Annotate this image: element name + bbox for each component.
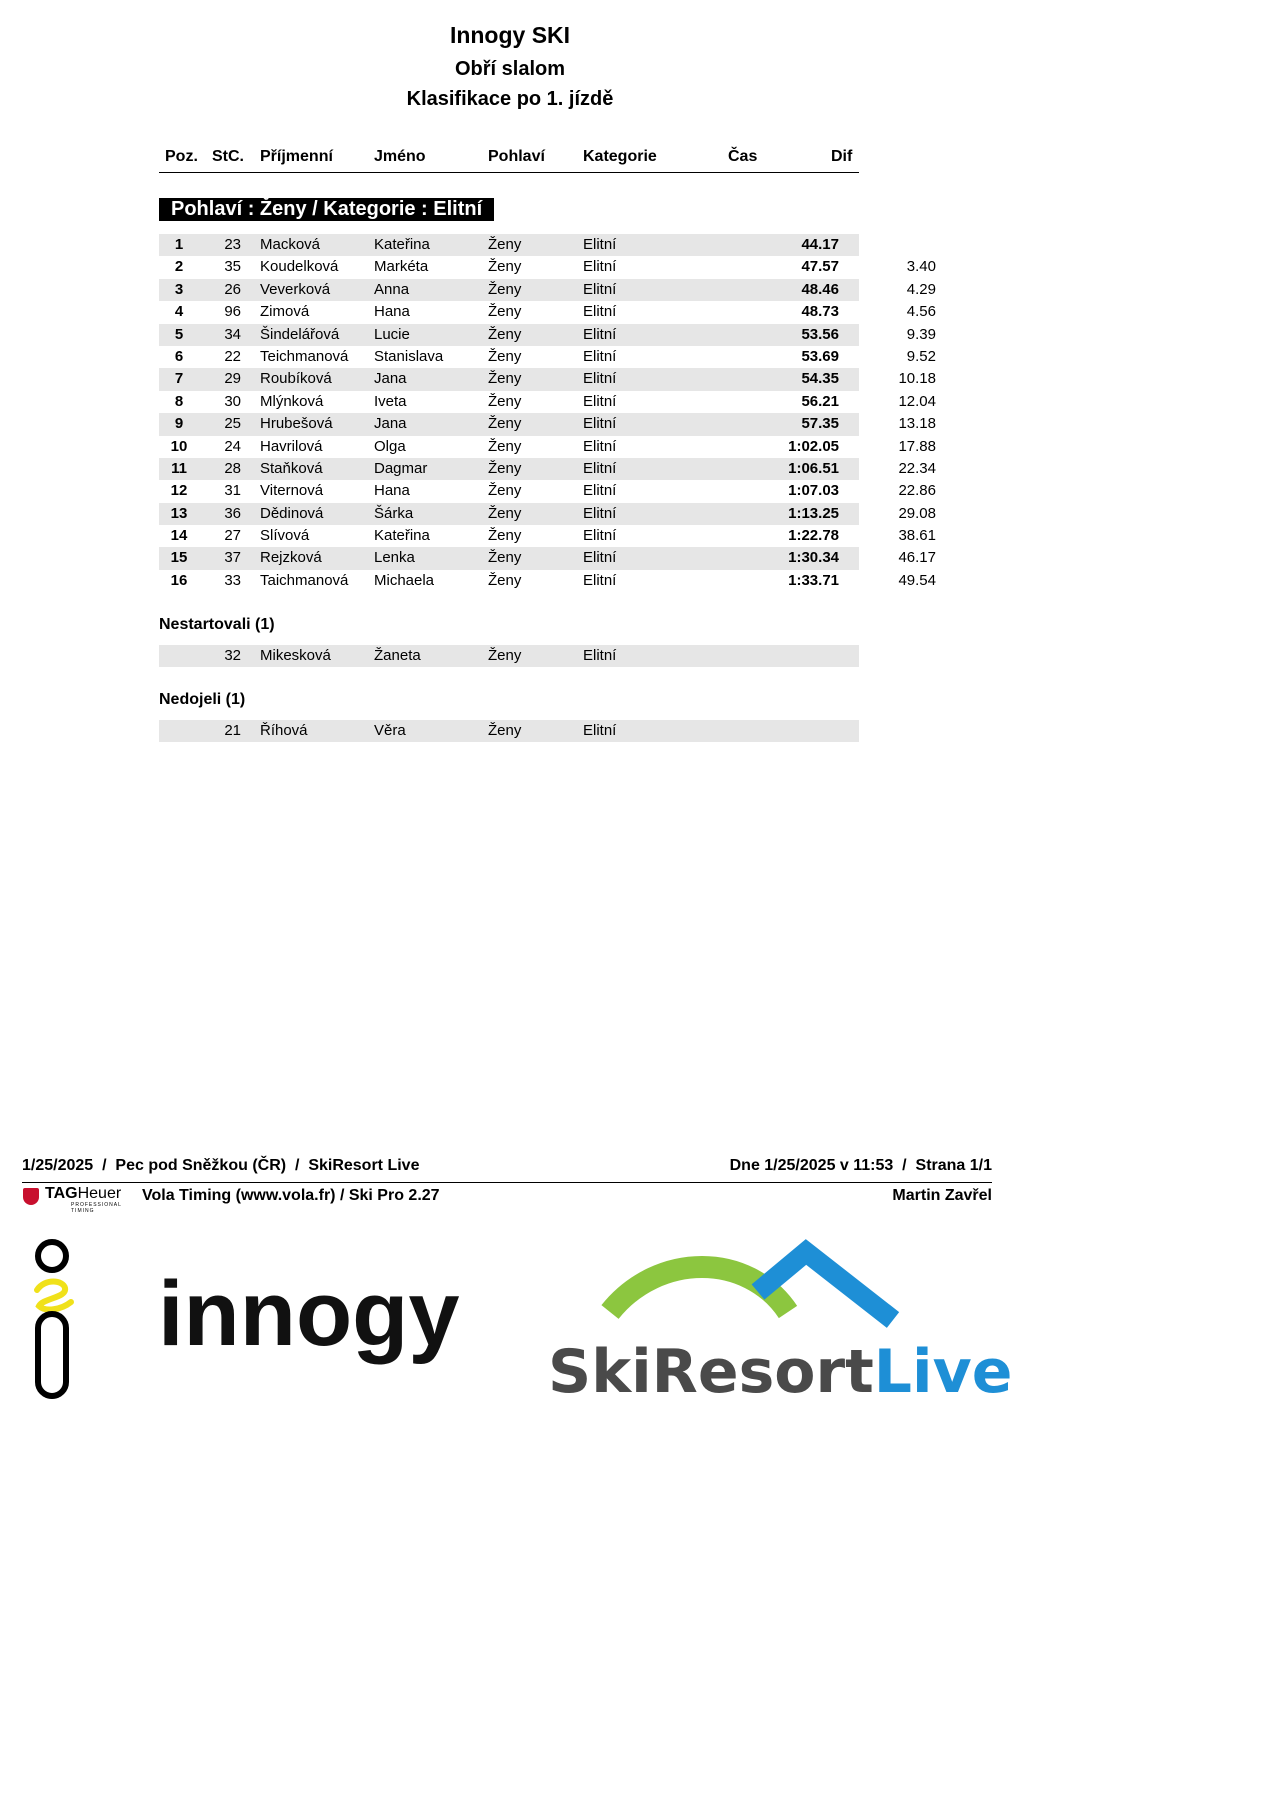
cell-first-name: Kateřina (374, 236, 430, 253)
cell-category: Elitní (583, 504, 617, 522)
cell-surname: Taichmanová (260, 571, 349, 589)
cell-gender: Ženy (488, 258, 522, 276)
table-row (159, 256, 936, 278)
cell-difference: 22.86 (898, 482, 936, 500)
cell-surname: Roubíková (260, 370, 332, 388)
cell-category: Elitní (583, 571, 617, 589)
cell-surname: Staňková (260, 459, 323, 477)
cell-start-number: 25 (224, 415, 241, 433)
cell-start-number: 24 (224, 437, 241, 455)
col-gender: Pohlaví (488, 148, 545, 165)
cell-time: 1:07.03 (788, 482, 839, 500)
cell-gender: Ženy (488, 236, 522, 253)
dns-label: Nestartovali (1) (159, 616, 275, 633)
cell-position: 3 (174, 280, 184, 298)
cell-category: Elitní (583, 258, 617, 276)
cell-start-number: 21 (224, 722, 241, 739)
cell-category: Elitní (583, 325, 617, 343)
table-row (159, 480, 936, 502)
cell-surname: Macková (260, 236, 321, 253)
table-row (159, 324, 936, 346)
cell-gender: Ženy (488, 347, 522, 365)
table-row (159, 346, 936, 368)
table-row (159, 458, 936, 480)
cell-difference: 4.29 (906, 280, 936, 298)
cell-first-name: Anna (374, 280, 410, 298)
cell-position: 4 (174, 303, 184, 321)
cell-time: 56.21 (801, 392, 839, 410)
cell-difference: 12.04 (898, 392, 936, 410)
cell-difference: 9.39 (906, 325, 936, 343)
cell-start-number: 23 (224, 236, 241, 253)
cell-surname: Havrilová (260, 437, 323, 455)
cell-gender: Ženy (488, 482, 522, 500)
footer-print-info: Dne 1/25/2025 v 11:53 / Strana 1/1 (729, 1157, 992, 1174)
footer-event-info: 1/25/2025 / Pec pod Sněžkou (ČR) / SkiResort Live (22, 1157, 420, 1174)
cell-start-number: 34 (224, 325, 241, 343)
cell-category: Elitní (583, 370, 617, 388)
cell-time: 1:06.51 (788, 459, 839, 477)
footer-top (22, 1157, 992, 1175)
cell-gender: Ženy (488, 392, 522, 410)
col-time: Čas (728, 148, 758, 165)
col-dif: Dif (831, 148, 853, 165)
cell-position: 12 (170, 482, 188, 500)
cell-difference: 38.61 (898, 527, 936, 545)
cell-first-name: Markéta (374, 258, 429, 276)
cell-gender: Ženy (488, 459, 522, 477)
cell-first-name: Stanislava (374, 347, 444, 365)
cell-position: 13 (170, 504, 188, 522)
col-first-name: Jméno (374, 148, 426, 165)
results-table (159, 234, 936, 592)
cell-position: 7 (174, 370, 184, 388)
cell-position: 14 (170, 527, 188, 545)
cell-category: Elitní (583, 647, 617, 664)
skiresort-text: SkiResort (548, 1337, 874, 1407)
cell-surname: Dědinová (260, 504, 324, 522)
cell-first-name: Lucie (374, 325, 410, 343)
cell-time: 57.35 (801, 415, 839, 433)
cell-gender: Ženy (488, 549, 522, 567)
cell-surname: Říhová (260, 722, 308, 739)
cell-time: 1:33.71 (788, 571, 839, 589)
cell-start-number: 32 (224, 647, 241, 664)
cell-time: 48.73 (801, 303, 839, 321)
col-category: Kategorie (583, 148, 657, 165)
cell-surname: Zimová (260, 303, 310, 321)
cell-first-name: Jana (374, 370, 407, 388)
cell-category: Elitní (583, 437, 617, 455)
cell-gender: Ženy (488, 415, 522, 433)
cell-surname: Slívová (260, 527, 310, 545)
cell-surname: Šindelářová (260, 325, 340, 343)
live-text: Live (873, 1337, 1013, 1407)
cell-difference: 49.54 (898, 571, 936, 589)
cell-time: 53.69 (801, 347, 839, 365)
cell-gender: Ženy (488, 303, 522, 321)
table-row (159, 391, 936, 413)
cell-surname: Rejzková (260, 549, 322, 567)
cell-surname: Teichmanová (260, 347, 349, 365)
innogy-i-icon (25, 1240, 85, 1400)
group-label: Pohlaví : Ženy / Kategorie : Elitní (159, 198, 494, 221)
table-row (159, 301, 936, 323)
cell-position: 11 (171, 459, 187, 477)
cell-surname: Mlýnková (260, 392, 324, 410)
cell-category: Elitní (583, 482, 617, 500)
cell-gender: Ženy (488, 280, 522, 298)
footer-operator: Martin Zavřel (892, 1187, 992, 1204)
table-row (159, 279, 936, 301)
cell-category: Elitní (583, 303, 617, 321)
tag-heuer-logo (23, 1185, 135, 1214)
cell-category: Elitní (583, 347, 617, 365)
cell-time: 1:02.05 (788, 437, 839, 455)
svg-text:SkiResortLive (548, 1337, 1012, 1407)
cell-start-number: 26 (224, 280, 241, 298)
cell-start-number: 31 (224, 482, 241, 500)
cell-position: 15 (170, 549, 188, 567)
tag-brand-light: Heuer (77, 1185, 122, 1202)
cell-start-number: 27 (224, 527, 241, 545)
table-row (159, 570, 936, 592)
cell-position: 5 (174, 325, 184, 343)
cell-difference: 13.18 (898, 415, 936, 433)
cell-gender: Ženy (488, 437, 522, 455)
table-row (159, 436, 936, 458)
footer-divider (22, 1182, 992, 1183)
col-surname: Příjmenní (260, 148, 333, 165)
cell-first-name: Kateřina (374, 527, 430, 545)
dnf-label: Nedojeli (1) (159, 691, 246, 708)
cell-first-name: Jana (374, 415, 407, 433)
cell-first-name: Dagmar (374, 459, 428, 477)
cell-gender: Ženy (488, 504, 522, 522)
cell-time: 1:13.25 (788, 504, 839, 522)
cell-difference: 46.17 (898, 549, 936, 567)
cell-gender: Ženy (488, 325, 522, 343)
cell-gender: Ženy (488, 647, 522, 664)
cell-surname: Hrubešová (260, 415, 333, 433)
cell-start-number: 33 (224, 571, 241, 589)
column-header-row (159, 146, 859, 173)
cell-start-number: 35 (224, 258, 241, 276)
cell-start-number: 36 (224, 504, 241, 522)
cell-first-name: Lenka (374, 549, 415, 567)
cell-first-name: Hana (374, 303, 410, 321)
table-row (159, 720, 859, 742)
cell-time: 54.35 (801, 370, 839, 388)
cell-start-number: 96 (224, 303, 241, 321)
cell-gender: Ženy (488, 370, 522, 388)
cell-gender: Ženy (488, 722, 522, 739)
cell-start-number: 30 (224, 392, 241, 410)
cell-difference: 10.18 (898, 370, 936, 388)
cell-first-name: Michaela (374, 571, 435, 589)
cell-time: 1:22.78 (788, 527, 839, 545)
cell-category: Elitní (583, 280, 617, 298)
cell-gender: Ženy (488, 571, 522, 589)
tag-shield-icon (23, 1188, 39, 1205)
cell-category: Elitní (583, 722, 617, 739)
cell-first-name: Olga (374, 437, 406, 455)
cell-position: 9 (174, 415, 184, 433)
table-row (159, 368, 936, 390)
cell-first-name: Šárka (374, 504, 414, 522)
table-row (159, 547, 936, 569)
cell-time: 48.46 (801, 280, 839, 298)
cell-first-name: Hana (374, 482, 410, 500)
cell-category: Elitní (583, 392, 617, 410)
cell-position: 10 (170, 437, 188, 455)
cell-category: Elitní (583, 527, 617, 545)
cell-time: 53.56 (801, 325, 839, 343)
col-stc: StC. (212, 148, 244, 165)
cell-difference: 17.88 (898, 437, 936, 455)
cell-time: 1:30.34 (788, 549, 839, 567)
table-row (159, 234, 859, 256)
cell-start-number: 37 (224, 549, 241, 567)
cell-first-name: Věra (374, 722, 406, 739)
cell-difference: 3.40 (906, 258, 936, 276)
cell-difference: 4.56 (906, 303, 936, 321)
table-row (159, 503, 936, 525)
dns-table (159, 645, 859, 667)
cell-difference: 9.52 (906, 347, 936, 365)
tag-small-text: PROFESSIONAL TIMING (71, 1202, 122, 1214)
cell-category: Elitní (583, 236, 617, 253)
footer-software-info: Vola Timing (www.vola.fr) / Ski Pro 2.27 (142, 1187, 440, 1204)
innogy-logo: innogy (158, 1263, 460, 1365)
cell-difference: 22.34 (898, 459, 936, 477)
cell-position: 16 (170, 571, 188, 589)
cell-start-number: 28 (224, 459, 241, 477)
cell-surname: Koudelková (260, 258, 339, 276)
table-row (159, 413, 936, 435)
cell-time: 44.17 (801, 236, 839, 253)
cell-category: Elitní (583, 415, 617, 433)
page-heading: Klasifikace po 1. jízdě (406, 88, 614, 110)
cell-start-number: 29 (224, 370, 241, 388)
cell-position: 6 (174, 347, 184, 365)
table-row (159, 525, 936, 547)
cell-category: Elitní (583, 459, 617, 477)
cell-surname: Mikesková (260, 647, 331, 664)
cell-category: Elitní (583, 549, 617, 567)
cell-time: 47.57 (801, 258, 839, 276)
col-poz: Poz. (165, 148, 198, 165)
cell-gender: Ženy (488, 527, 522, 545)
tag-brand-bold: TAG (45, 1185, 78, 1202)
dnf-table (159, 720, 859, 742)
skiresort-live-logo (548, 1232, 1013, 1407)
cell-surname: Viternová (260, 482, 324, 500)
cell-position: 2 (174, 258, 184, 276)
cell-first-name: Žaneta (374, 647, 421, 664)
cell-surname: Veverková (260, 280, 331, 298)
table-row (159, 645, 859, 667)
cell-difference: 29.08 (898, 504, 936, 522)
page-title: Innogy SKI (449, 22, 571, 48)
cell-start-number: 22 (224, 347, 241, 365)
page-subtitle: Obří slalom (454, 58, 566, 80)
cell-position: 8 (174, 392, 184, 410)
cell-first-name: Iveta (374, 392, 407, 410)
cell-position: 1 (174, 236, 184, 253)
